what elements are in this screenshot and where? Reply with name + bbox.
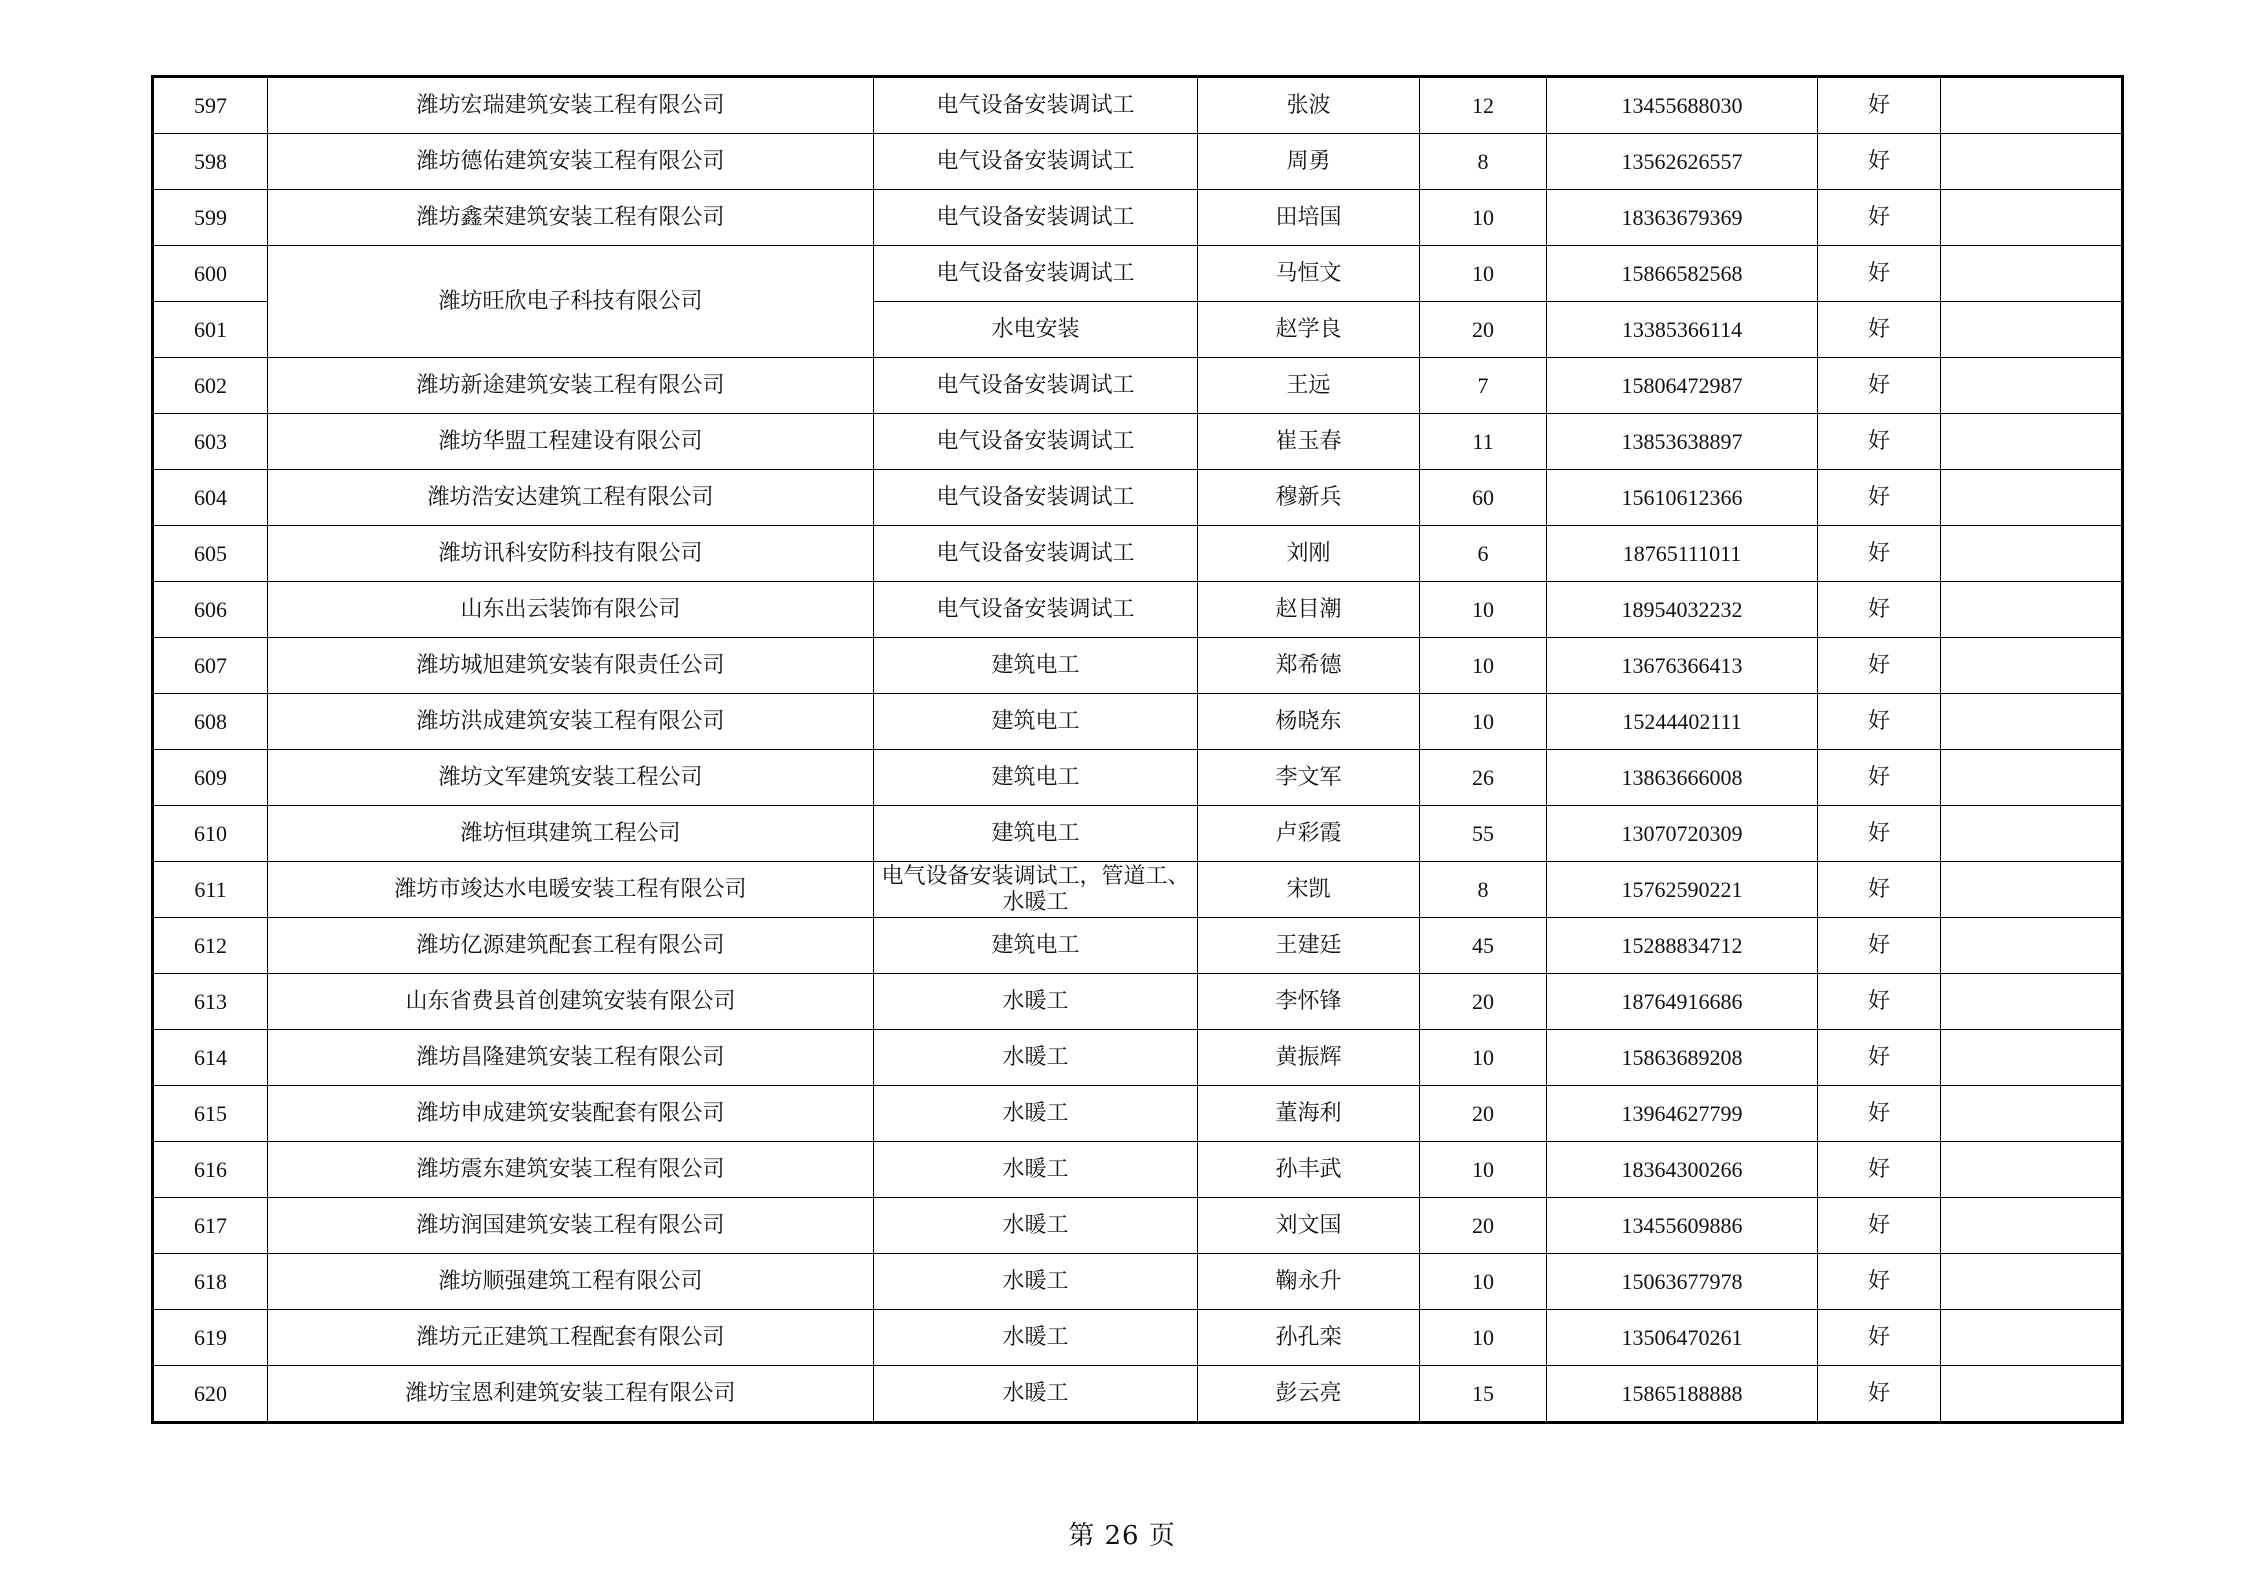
job-type-cell: 电气设备安装调试工: [874, 470, 1198, 526]
headcount-cell: 20: [1420, 302, 1547, 358]
phone-number-cell: 13562626557: [1547, 134, 1818, 190]
job-type-cell: 水暖工: [874, 1198, 1198, 1254]
remark-cell: [1941, 414, 2123, 470]
company-name-cell: 潍坊华盟工程建设有限公司: [268, 414, 874, 470]
row-number-cell: 599: [153, 190, 268, 246]
table-row: [153, 1198, 2123, 1254]
contact-person-cell: 杨晓东: [1198, 694, 1420, 750]
remark-cell: [1941, 862, 2123, 918]
table-row: [153, 414, 2123, 470]
company-name-cell: 潍坊亿源建筑配套工程有限公司: [268, 918, 874, 974]
contact-person-cell: 鞠永升: [1198, 1254, 1420, 1310]
company-name-cell: 潍坊讯科安防科技有限公司: [268, 526, 874, 582]
phone-number-cell: 15610612366: [1547, 470, 1818, 526]
contact-person-cell: 宋凯: [1198, 862, 1420, 918]
contact-person-cell: 黄振辉: [1198, 1030, 1420, 1086]
rating-cell: 好: [1818, 134, 1941, 190]
row-number-cell: 619: [153, 1310, 268, 1366]
rating-cell: 好: [1818, 190, 1941, 246]
row-number-cell: 605: [153, 526, 268, 582]
headcount-cell: 10: [1420, 638, 1547, 694]
company-name-cell: 潍坊市竣达水电暖安装工程有限公司: [268, 862, 874, 918]
company-name-cell: 潍坊德佑建筑安装工程有限公司: [268, 134, 874, 190]
row-number-cell: 617: [153, 1198, 268, 1254]
company-name-cell: 潍坊申成建筑安装配套有限公司: [268, 1086, 874, 1142]
row-number-cell: 607: [153, 638, 268, 694]
remark-cell: [1941, 974, 2123, 1030]
contact-person-cell: 刘文国: [1198, 1198, 1420, 1254]
company-name-cell: 潍坊浩安达建筑工程有限公司: [268, 470, 874, 526]
row-number-cell: 614: [153, 1030, 268, 1086]
rating-cell: 好: [1818, 694, 1941, 750]
rating-cell: 好: [1818, 862, 1941, 918]
row-number-cell: 598: [153, 134, 268, 190]
rating-cell: 好: [1818, 470, 1941, 526]
page-number: 第 26 页: [1068, 1521, 1176, 1551]
headcount-cell: 7: [1420, 358, 1547, 414]
rating-cell: 好: [1818, 414, 1941, 470]
row-number-cell: 611: [153, 862, 268, 918]
table-row: [153, 470, 2123, 526]
remark-cell: [1941, 582, 2123, 638]
headcount-cell: 8: [1420, 862, 1547, 918]
headcount-cell: 10: [1420, 1254, 1547, 1310]
remark-cell: [1941, 638, 2123, 694]
table-row: [153, 1254, 2123, 1310]
row-number-cell: 618: [153, 1254, 268, 1310]
remark-cell: [1941, 470, 2123, 526]
contact-person-cell: 赵学良: [1198, 302, 1420, 358]
headcount-cell: 10: [1420, 190, 1547, 246]
rating-cell: 好: [1818, 1198, 1941, 1254]
rating-cell: 好: [1818, 526, 1941, 582]
job-type-cell: 建筑电工: [874, 750, 1198, 806]
company-name-cell: 山东出云装饰有限公司: [268, 582, 874, 638]
table-row: [153, 806, 2123, 862]
job-type-cell: 电气设备安装调试工: [874, 77, 1198, 134]
remark-cell: [1941, 750, 2123, 806]
job-type-cell: 水暖工: [874, 974, 1198, 1030]
job-type-cell: 电气设备安装调试工: [874, 414, 1198, 470]
headcount-cell: 26: [1420, 750, 1547, 806]
company-name-cell: 山东省费县首创建筑安装有限公司: [268, 974, 874, 1030]
job-type-cell: 建筑电工: [874, 806, 1198, 862]
table-row: [153, 190, 2123, 246]
rating-cell: 好: [1818, 582, 1941, 638]
phone-number-cell: 13455609886: [1547, 1198, 1818, 1254]
contact-person-cell: 王建廷: [1198, 918, 1420, 974]
table-row: [153, 582, 2123, 638]
table-body: [153, 77, 2123, 1423]
job-type-cell: 电气设备安装调试工: [874, 246, 1198, 302]
headcount-cell: 12: [1420, 77, 1547, 134]
headcount-cell: 15: [1420, 1366, 1547, 1423]
rating-cell: 好: [1818, 1086, 1941, 1142]
phone-number-cell: 15288834712: [1547, 918, 1818, 974]
headcount-cell: 20: [1420, 974, 1547, 1030]
contact-person-cell: 卢彩霞: [1198, 806, 1420, 862]
remark-cell: [1941, 806, 2123, 862]
company-name-cell: 潍坊新途建筑安装工程有限公司: [268, 358, 874, 414]
row-number-cell: 597: [153, 77, 268, 134]
rating-cell: 好: [1818, 638, 1941, 694]
roster-table: [151, 75, 2124, 1424]
contact-person-cell: 穆新兵: [1198, 470, 1420, 526]
table-row: [153, 526, 2123, 582]
phone-number-cell: 13385366114: [1547, 302, 1818, 358]
contact-person-cell: 田培国: [1198, 190, 1420, 246]
phone-number-cell: 15063677978: [1547, 1254, 1818, 1310]
phone-number-cell: 13070720309: [1547, 806, 1818, 862]
phone-number-cell: 18954032232: [1547, 582, 1818, 638]
row-number-cell: 610: [153, 806, 268, 862]
table-row: [153, 77, 2123, 134]
rating-cell: 好: [1818, 358, 1941, 414]
remark-cell: [1941, 918, 2123, 974]
headcount-cell: 55: [1420, 806, 1547, 862]
remark-cell: [1941, 1030, 2123, 1086]
job-type-cell: 建筑电工: [874, 638, 1198, 694]
company-name-cell: 潍坊宝恩利建筑安装工程有限公司: [268, 1366, 874, 1423]
row-number-cell: 604: [153, 470, 268, 526]
headcount-cell: 45: [1420, 918, 1547, 974]
table-row: [153, 134, 2123, 190]
contact-person-cell: 李怀锋: [1198, 974, 1420, 1030]
job-type-cell: 电气设备安装调试工: [874, 190, 1198, 246]
company-name-cell: 潍坊文军建筑安装工程公司: [268, 750, 874, 806]
row-number-cell: 620: [153, 1366, 268, 1423]
remark-cell: [1941, 190, 2123, 246]
headcount-cell: 10: [1420, 1030, 1547, 1086]
row-number-cell: 616: [153, 1142, 268, 1198]
rating-cell: 好: [1818, 302, 1941, 358]
remark-cell: [1941, 1198, 2123, 1254]
headcount-cell: 10: [1420, 1310, 1547, 1366]
job-type-cell: 建筑电工: [874, 694, 1198, 750]
job-type-cell: 电气设备安装调试工，管道工、水暖工: [874, 862, 1198, 918]
contact-person-cell: 赵目潮: [1198, 582, 1420, 638]
job-type-cell: 水暖工: [874, 1254, 1198, 1310]
table-row: [153, 918, 2123, 974]
headcount-cell: 10: [1420, 246, 1547, 302]
job-type-cell: 电气设备安装调试工: [874, 134, 1198, 190]
headcount-cell: 10: [1420, 582, 1547, 638]
contact-person-cell: 马恒文: [1198, 246, 1420, 302]
company-name-cell: 潍坊润国建筑安装工程有限公司: [268, 1198, 874, 1254]
remark-cell: [1941, 134, 2123, 190]
contact-person-cell: 董海利: [1198, 1086, 1420, 1142]
rating-cell: 好: [1818, 750, 1941, 806]
rating-cell: 好: [1818, 1254, 1941, 1310]
rating-cell: 好: [1818, 246, 1941, 302]
remark-cell: [1941, 1310, 2123, 1366]
job-type-cell: 水暖工: [874, 1310, 1198, 1366]
headcount-cell: 6: [1420, 526, 1547, 582]
job-type-cell: 水电安装: [874, 302, 1198, 358]
remark-cell: [1941, 1086, 2123, 1142]
company-name-cell: 潍坊顺强建筑工程有限公司: [268, 1254, 874, 1310]
remark-cell: [1941, 694, 2123, 750]
row-number-cell: 600: [153, 246, 268, 302]
contact-person-cell: 王远: [1198, 358, 1420, 414]
contact-person-cell: 孙孔栾: [1198, 1310, 1420, 1366]
row-number-cell: 601: [153, 302, 268, 358]
rating-cell: 好: [1818, 77, 1941, 134]
phone-number-cell: 13964627799: [1547, 1086, 1818, 1142]
job-type-cell: 水暖工: [874, 1366, 1198, 1423]
rating-cell: 好: [1818, 918, 1941, 974]
phone-number-cell: 15863689208: [1547, 1030, 1818, 1086]
company-name-cell: 潍坊震东建筑安装工程有限公司: [268, 1142, 874, 1198]
remark-cell: [1941, 1142, 2123, 1198]
phone-number-cell: 15244402111: [1547, 694, 1818, 750]
remark-cell: [1941, 358, 2123, 414]
remark-cell: [1941, 246, 2123, 302]
rating-cell: 好: [1818, 806, 1941, 862]
table-row: [153, 1030, 2123, 1086]
company-name-cell: 潍坊城旭建筑安装有限责任公司: [268, 638, 874, 694]
company-name-cell: 潍坊昌隆建筑安装工程有限公司: [268, 1030, 874, 1086]
row-number-cell: 612: [153, 918, 268, 974]
row-number-cell: 615: [153, 1086, 268, 1142]
contact-person-cell: 郑希德: [1198, 638, 1420, 694]
table-row: [153, 1142, 2123, 1198]
contact-person-cell: 彭云亮: [1198, 1366, 1420, 1423]
phone-number-cell: 15762590221: [1547, 862, 1818, 918]
job-type-cell: 电气设备安装调试工: [874, 526, 1198, 582]
contact-person-cell: 刘刚: [1198, 526, 1420, 582]
contact-person-cell: 孙丰武: [1198, 1142, 1420, 1198]
company-name-cell: 潍坊宏瑞建筑安装工程有限公司: [268, 77, 874, 134]
phone-number-cell: 15866582568: [1547, 246, 1818, 302]
table-row: [153, 974, 2123, 1030]
row-number-cell: 613: [153, 974, 268, 1030]
row-number-cell: 603: [153, 414, 268, 470]
row-number-cell: 609: [153, 750, 268, 806]
phone-number-cell: 13853638897: [1547, 414, 1818, 470]
table-row: [153, 694, 2123, 750]
contact-person-cell: 张波: [1198, 77, 1420, 134]
job-type-cell: 水暖工: [874, 1086, 1198, 1142]
job-type-cell: 水暖工: [874, 1030, 1198, 1086]
headcount-cell: 20: [1420, 1086, 1547, 1142]
table-row: [153, 246, 2123, 302]
remark-cell: [1941, 77, 2123, 134]
phone-number-cell: 18764916686: [1547, 974, 1818, 1030]
rating-cell: 好: [1818, 974, 1941, 1030]
job-type-cell: 建筑电工: [874, 918, 1198, 974]
rating-cell: 好: [1818, 1142, 1941, 1198]
table-row: [153, 1366, 2123, 1423]
job-type-cell: 电气设备安装调试工: [874, 582, 1198, 638]
headcount-cell: 11: [1420, 414, 1547, 470]
company-name-cell: 潍坊元正建筑工程配套有限公司: [268, 1310, 874, 1366]
headcount-cell: 20: [1420, 1198, 1547, 1254]
remark-cell: [1941, 1366, 2123, 1423]
phone-number-cell: 18364300266: [1547, 1142, 1818, 1198]
contact-person-cell: 周勇: [1198, 134, 1420, 190]
company-name-cell: 潍坊洪成建筑安装工程有限公司: [268, 694, 874, 750]
phone-number-cell: 13676366413: [1547, 638, 1818, 694]
phone-number-cell: 13506470261: [1547, 1310, 1818, 1366]
table-row: [153, 638, 2123, 694]
remark-cell: [1941, 526, 2123, 582]
phone-number-cell: 18765111011: [1547, 526, 1818, 582]
phone-number-cell: 13455688030: [1547, 77, 1818, 134]
contact-person-cell: 李文军: [1198, 750, 1420, 806]
phone-number-cell: 13863666008: [1547, 750, 1818, 806]
row-number-cell: 602: [153, 358, 268, 414]
headcount-cell: 10: [1420, 694, 1547, 750]
rating-cell: 好: [1818, 1310, 1941, 1366]
phone-number-cell: 18363679369: [1547, 190, 1818, 246]
rating-cell: 好: [1818, 1366, 1941, 1423]
job-type-cell: 水暖工: [874, 1142, 1198, 1198]
row-number-cell: 606: [153, 582, 268, 638]
row-number-cell: 608: [153, 694, 268, 750]
table-row: [153, 358, 2123, 414]
remark-cell: [1941, 1254, 2123, 1310]
phone-number-cell: 15865188888: [1547, 1366, 1818, 1423]
table-row: [153, 1086, 2123, 1142]
table-row: [153, 1310, 2123, 1366]
job-type-cell: 电气设备安装调试工: [874, 358, 1198, 414]
headcount-cell: 60: [1420, 470, 1547, 526]
headcount-cell: 8: [1420, 134, 1547, 190]
rating-cell: 好: [1818, 1030, 1941, 1086]
phone-number-cell: 15806472987: [1547, 358, 1818, 414]
company-name-cell: 潍坊旺欣电子科技有限公司: [268, 246, 874, 358]
company-name-cell: 潍坊鑫荣建筑安装工程有限公司: [268, 190, 874, 246]
contact-person-cell: 崔玉春: [1198, 414, 1420, 470]
table-row: [153, 750, 2123, 806]
company-name-cell: 潍坊恒琪建筑工程公司: [268, 806, 874, 862]
remark-cell: [1941, 302, 2123, 358]
headcount-cell: 10: [1420, 1142, 1547, 1198]
table-row: [153, 862, 2123, 918]
